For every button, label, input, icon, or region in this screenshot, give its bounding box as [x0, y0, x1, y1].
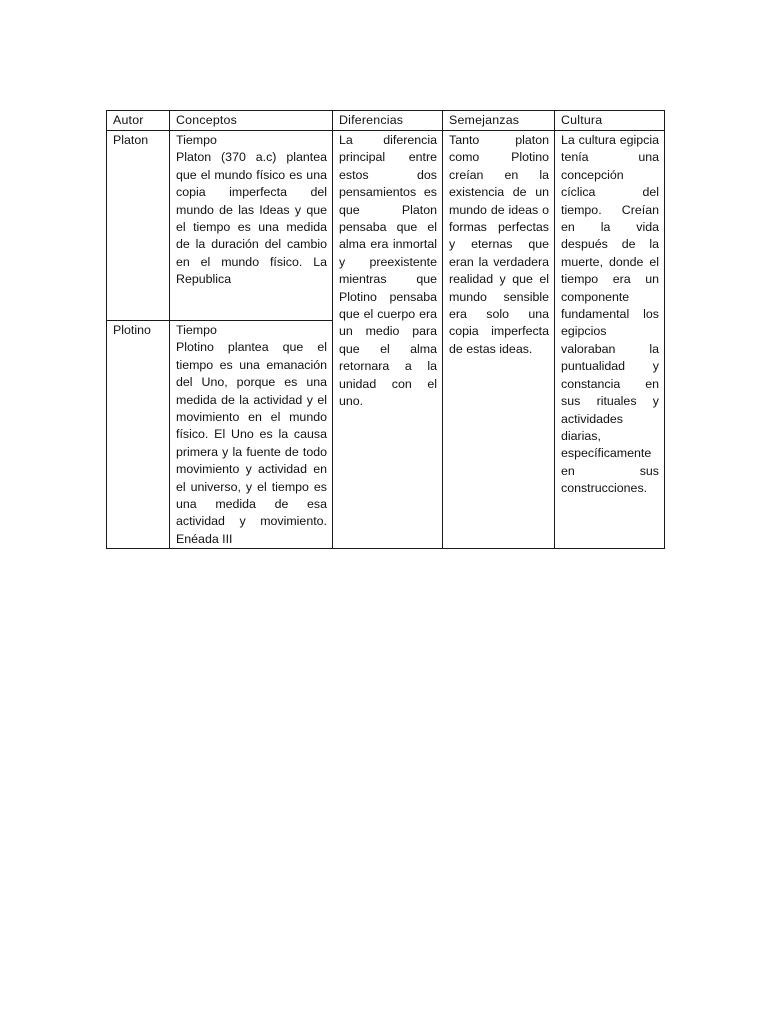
- comparison-table: [106, 110, 665, 549]
- concepto-cell-platon: [170, 131, 333, 321]
- cultura-cell: [555, 131, 665, 549]
- autor-cell-plotino: [107, 321, 170, 549]
- diferencias-text: La diferencia principal entre estos dos pensamientos es que Platon pensaba que el alma era inmortal y preexistente mientras que Plotino pensaba que el cuerpo era un medio para que el alma retornara a la unidad con el uno.: [339, 133, 437, 409]
- semejanzas-text: Tanto platon como Plotino creían en la existencia de un mundo de ideas o formas perfectas y eternas que eran la verdadera realidad y que el mundo sensible era solo una copia imperfecta de estas ideas.: [449, 133, 549, 356]
- header-conceptos: Conceptos: [170, 111, 333, 131]
- header-diferencias: Diferencias: [333, 111, 443, 131]
- autor-name: Platon: [113, 133, 149, 147]
- autor-name: Plotino: [113, 323, 151, 337]
- autor-cell-platon: [107, 131, 170, 321]
- header-row: [107, 111, 665, 131]
- header-semejanzas: Semejanzas: [443, 111, 555, 131]
- header-autor: Autor: [107, 111, 170, 131]
- concepto-title: Tiempo: [176, 323, 217, 337]
- cultura-text: La cultura egipcia tenía una concepción cíclica del tiempo. Creían en la vida después de la muerte, donde el tiempo era un componente fundamental los egipcios valoraban la puntualidad y constancia en sus rituales y actividades diarias, específicamente en sus construcciones.: [561, 133, 659, 496]
- concepto-title: Tiempo: [176, 133, 217, 147]
- header-cultura: Cultura: [555, 111, 665, 131]
- semejanzas-cell: [443, 131, 555, 549]
- diferencias-cell: [333, 131, 443, 549]
- concepto-text: Platon (370 a.c) plantea que el mundo físico es una copia imperfecta del mundo de las Ideas y que el tiempo es una medida de la duración del cambio en el mundo físico. La Republica: [176, 150, 327, 287]
- table-row-platon: [107, 131, 665, 321]
- concepto-cell-plotino: [170, 321, 333, 549]
- concepto-text: Plotino plantea que el tiempo es una emanación del Uno, porque es una medida de la actividad y el movimiento en el mundo físico. El Uno es la causa primera y la fuente de todo movimiento y actividad en el universo, y el tiempo es una medida de esa actividad y movimiento. Enéada III: [176, 340, 327, 546]
